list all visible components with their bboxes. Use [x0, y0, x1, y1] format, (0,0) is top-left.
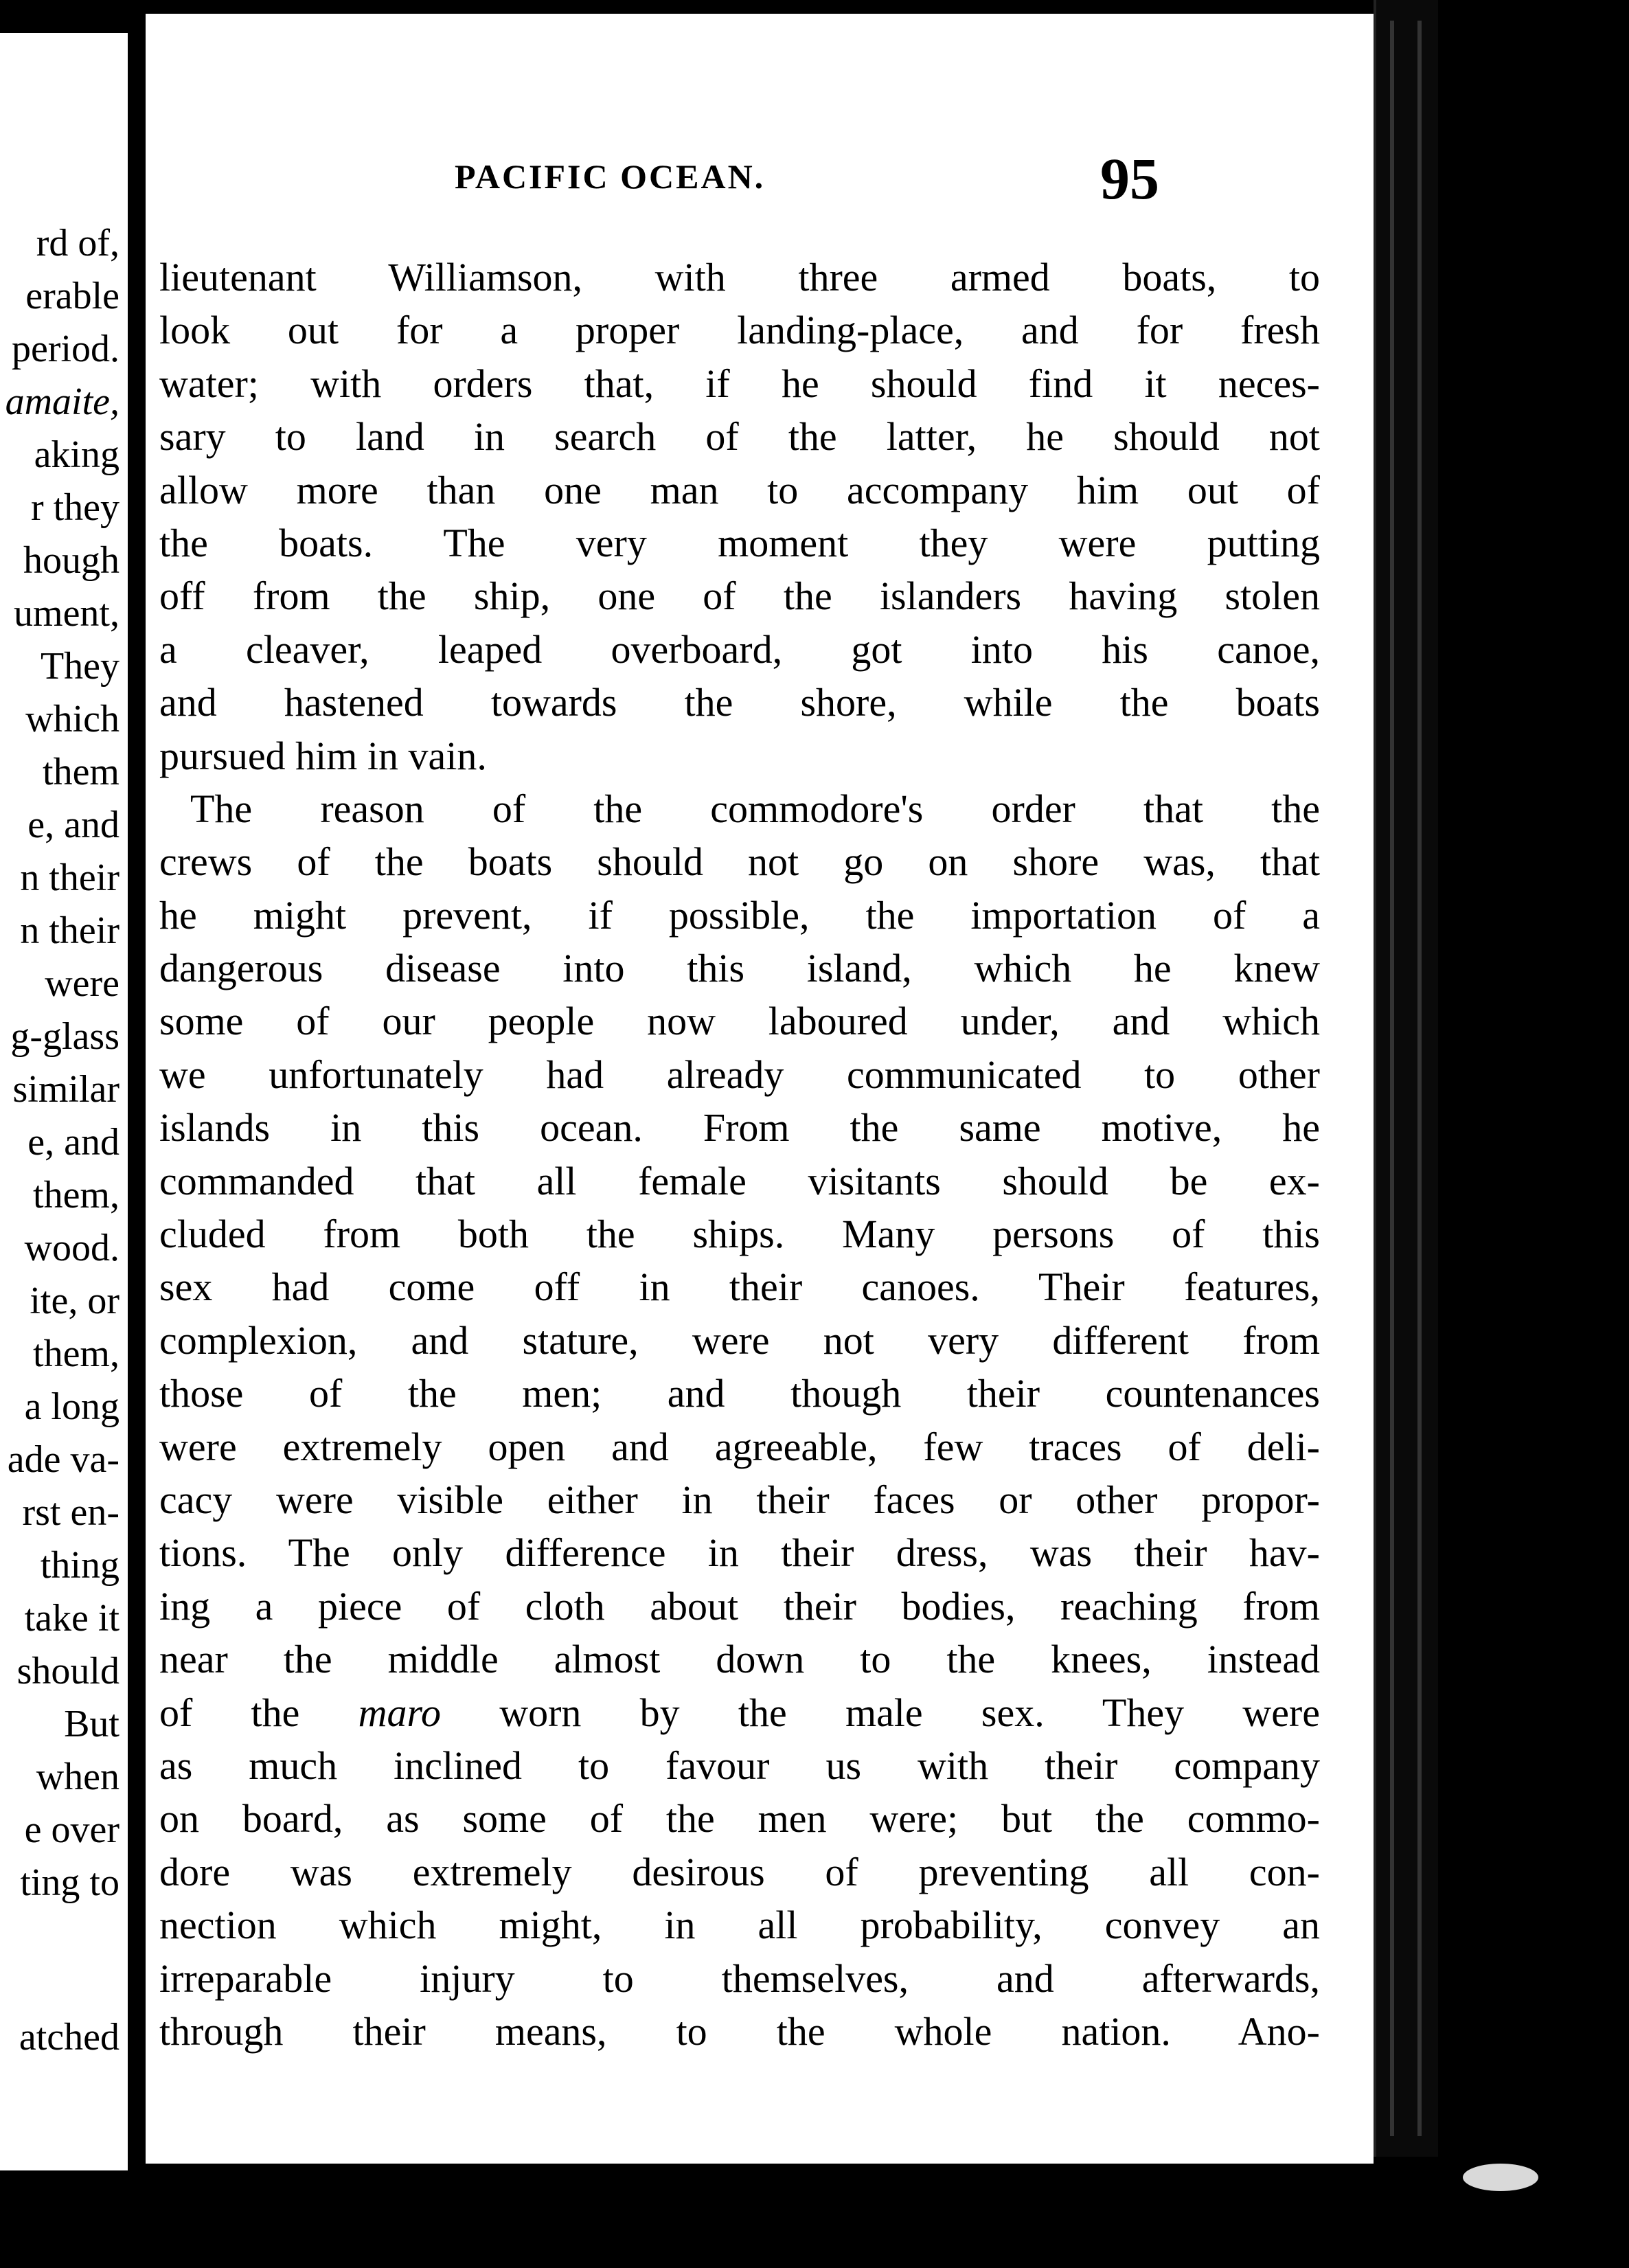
facing-page-fragment: rd of,: [36, 222, 119, 264]
page-edge-line: [1390, 21, 1394, 2136]
facing-page-fragment: e, and: [27, 1121, 119, 1164]
text-line: cluded from both the ships. Many persons of this: [159, 1212, 1320, 1257]
text-line: through their means, to the whole nation. Ano-: [159, 2008, 1320, 2054]
facing-page-fragment: amaite,: [5, 381, 119, 423]
facing-page-fragment: them: [43, 751, 119, 793]
facing-page-fragment: e, and: [27, 804, 119, 846]
facing-page-fragment: them,: [33, 1333, 119, 1375]
page-number: 95: [1100, 146, 1159, 212]
text-line: lieutenant Williamson, with three armed boats, to: [159, 255, 1320, 299]
facing-page-fragment: thing: [40, 1544, 119, 1587]
book-gutter: [128, 21, 146, 2170]
text-line: off from the ship, one of the islanders having stolen: [159, 574, 1320, 619]
text-line: he might prevent, if possible, the importation of a: [159, 892, 1320, 938]
facing-page-fragment: take it: [24, 1597, 119, 1640]
facing-page-fragment: when: [36, 1756, 119, 1798]
text-line: we unfortunately had already communicated to other: [159, 1052, 1320, 1097]
text-line: pursued him in vain.: [159, 733, 487, 778]
book-page: [146, 14, 1374, 2164]
facing-page-fragment: hough: [23, 539, 119, 582]
text-line: allow more than one man to accompany him out of: [159, 467, 1320, 512]
facing-page-fragment: them,: [33, 1174, 119, 1216]
facing-page-fragment: But: [64, 1703, 119, 1745]
text-line: commanded that all female visitants should be ex-: [159, 1158, 1320, 1203]
facing-page-fragment: a long: [24, 1385, 119, 1428]
facing-page-fragment: similar: [12, 1068, 119, 1111]
text-line: near the middle almost down to the knees, instead: [159, 1637, 1320, 1682]
facing-page-fragment: e over: [24, 1808, 119, 1851]
text-line: water; with orders that, if he should find it neces-: [159, 361, 1320, 406]
text-line: tions. The only difference in their dress, was their hav-: [159, 1530, 1320, 1576]
text-line: look out for a proper landing-place, and for fresh: [159, 308, 1320, 353]
facing-page-fragment: ade va-: [7, 1438, 119, 1481]
text-line: islands in this ocean. From the same motive, he: [159, 1105, 1320, 1150]
text-line: of the maro worn by the male sex. They were: [159, 1690, 1320, 1735]
facing-page-fragment: should: [16, 1650, 119, 1692]
facing-page-left: [0, 33, 128, 2170]
facing-page-fragment: rst en-: [22, 1491, 119, 1534]
text-line: the boats. The very moment they were putting: [159, 520, 1320, 565]
text-line: irreparable injury to themselves, and afterwards,: [159, 1955, 1320, 2001]
text-line: and hastened towards the shore, while the boats: [159, 680, 1320, 725]
running-head: [146, 146, 1374, 212]
facing-page-fragment: ument,: [14, 592, 119, 635]
facing-page-fragment: period.: [11, 328, 119, 370]
facing-page-fragment: erable: [25, 275, 119, 317]
text-line: sary to land in search of the latter, he should not: [159, 414, 1320, 460]
facing-page-fragment: ite, or: [30, 1280, 119, 1322]
text-line: as much inclined to favour us with their company: [159, 1743, 1320, 1788]
facing-page-fragment: g-glass: [10, 1015, 119, 1058]
text-line: crews of the boats should not go on shore was, that: [159, 839, 1320, 885]
italic-word: maro: [358, 1690, 441, 1735]
page-edge-line: [1417, 21, 1422, 2136]
text-line: The reason of the commodore's order that the: [190, 786, 1320, 831]
facing-page-fragment: wood.: [24, 1227, 119, 1269]
text-line: those of the men; and though their countenances: [159, 1371, 1320, 1416]
text-line: on board, as some of the men were; but the commo-: [159, 1796, 1320, 1841]
facing-page-fragment: aking: [34, 433, 119, 476]
facing-page-fragment: atched: [19, 2016, 119, 2059]
facing-page-fragment: n their: [20, 909, 119, 952]
text-line: sex had come off in their canoes. Their features,: [159, 1265, 1320, 1310]
text-line: were extremely open and agreeable, few traces of deli-: [159, 1424, 1320, 1469]
text-line: ing a piece of cloth about their bodies, reaching from: [159, 1583, 1320, 1629]
facing-page-fragment: which: [25, 698, 119, 740]
page-stack-edge: [1374, 0, 1438, 2157]
facing-page-fragment: They: [40, 645, 119, 688]
text-line: dangerous disease into this island, which he knew: [159, 946, 1320, 991]
facing-page-fragment: n their: [20, 857, 119, 899]
body-text: [159, 251, 1320, 2058]
text-line: cacy were visible either in their faces or other propor-: [159, 1477, 1320, 1522]
text-line: a cleaver, leaped overboard, got into his canoe,: [159, 626, 1320, 672]
text-line: nection which might, in all probability, convey an: [159, 1903, 1320, 1948]
text-line: dore was extremely desirous of preventing all con-: [159, 1849, 1320, 1894]
paper-speck: [1463, 2164, 1538, 2191]
facing-page-fragment: ting to: [20, 1861, 119, 1904]
facing-page-fragment: were: [45, 962, 119, 1005]
running-title: PACIFIC OCEAN.: [455, 157, 766, 196]
text-line: some of our people now laboured under, and which: [159, 999, 1320, 1044]
text-line: complexion, and stature, were not very different from: [159, 1317, 1320, 1363]
facing-page-fragment: r they: [30, 486, 119, 529]
